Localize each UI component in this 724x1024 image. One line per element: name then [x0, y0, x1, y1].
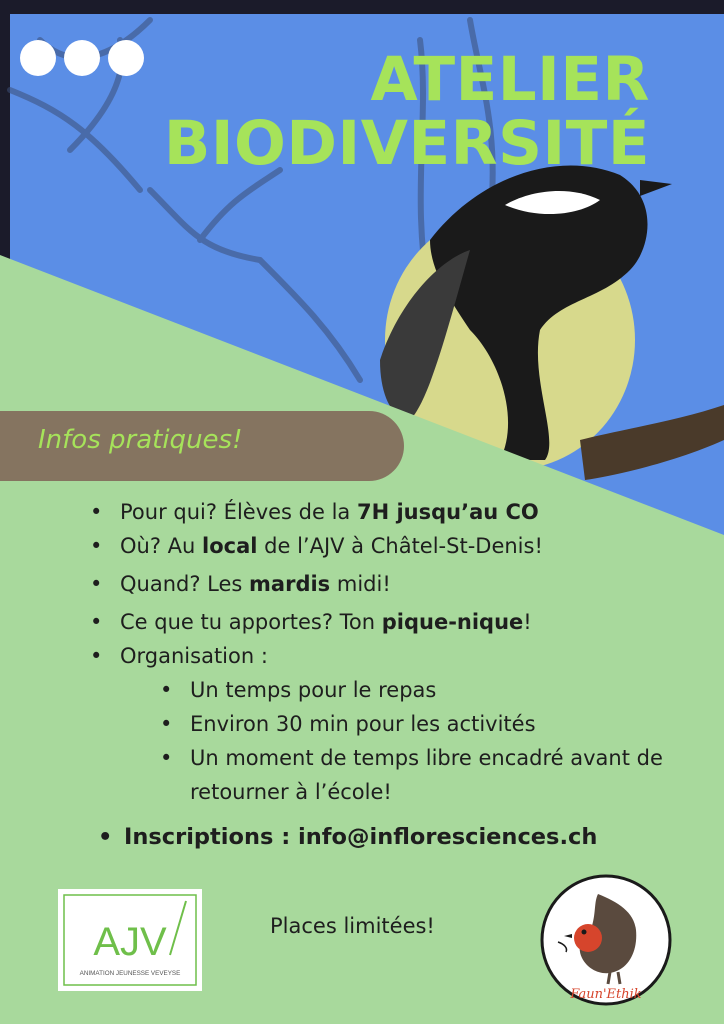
title-line-1: ATELIER [370, 44, 650, 115]
infos-banner-label: Infos pratiques! [38, 425, 243, 455]
bullet-icon: • [160, 712, 173, 736]
list-item: • Organisation : [90, 639, 710, 673]
bullet-icon: • [160, 678, 173, 702]
ajv-logo-subtitle: ANIMATION JEUNESSE VEVEYSE [79, 970, 181, 977]
sub-list-item: • Un moment de temps libre encadré avant de retourner à l’école! [160, 741, 670, 809]
inscriptions-line [98, 824, 597, 850]
bullet-icon: • [160, 746, 173, 770]
ajv-logo-text: AJV [93, 920, 167, 964]
ajv-logo [58, 889, 202, 991]
dot [108, 40, 144, 76]
bullet-icon: • [90, 500, 103, 524]
dot [20, 40, 56, 76]
sub-list-item: • Un temps pour le repas [160, 673, 710, 707]
list-item: • Pour qui? Élèves de la 7H jusqu’au CO [90, 495, 710, 529]
poster-title [163, 44, 650, 179]
list-item: • Quand? Les mardis midi! [90, 567, 710, 601]
dot [64, 40, 100, 76]
info-list [90, 495, 710, 809]
bullet-icon: • [90, 572, 103, 596]
list-item: • Où? Au local de l’AJV à Châtel-St-Denis! [90, 529, 710, 563]
inscriptions-text: Inscriptions : info@infloresciences.ch [124, 824, 598, 850]
infos-banner [0, 411, 404, 481]
places-limitees: Places limitées! [270, 914, 435, 938]
sub-list-item: • Environ 30 min pour les activités [160, 707, 710, 741]
bullet-icon: • [90, 644, 103, 668]
faunethik-logo [538, 872, 674, 1008]
window-dots [20, 40, 144, 76]
faunethik-logo-text: Faun'Ethik [570, 987, 642, 1002]
title-line-2: BIODIVERSITÉ [163, 108, 650, 179]
bullet-icon: • [98, 824, 113, 850]
list-item: • Ce que tu apportes? Ton pique-nique! [90, 605, 710, 639]
bullet-icon: • [90, 610, 103, 634]
bullet-icon: • [90, 534, 103, 558]
